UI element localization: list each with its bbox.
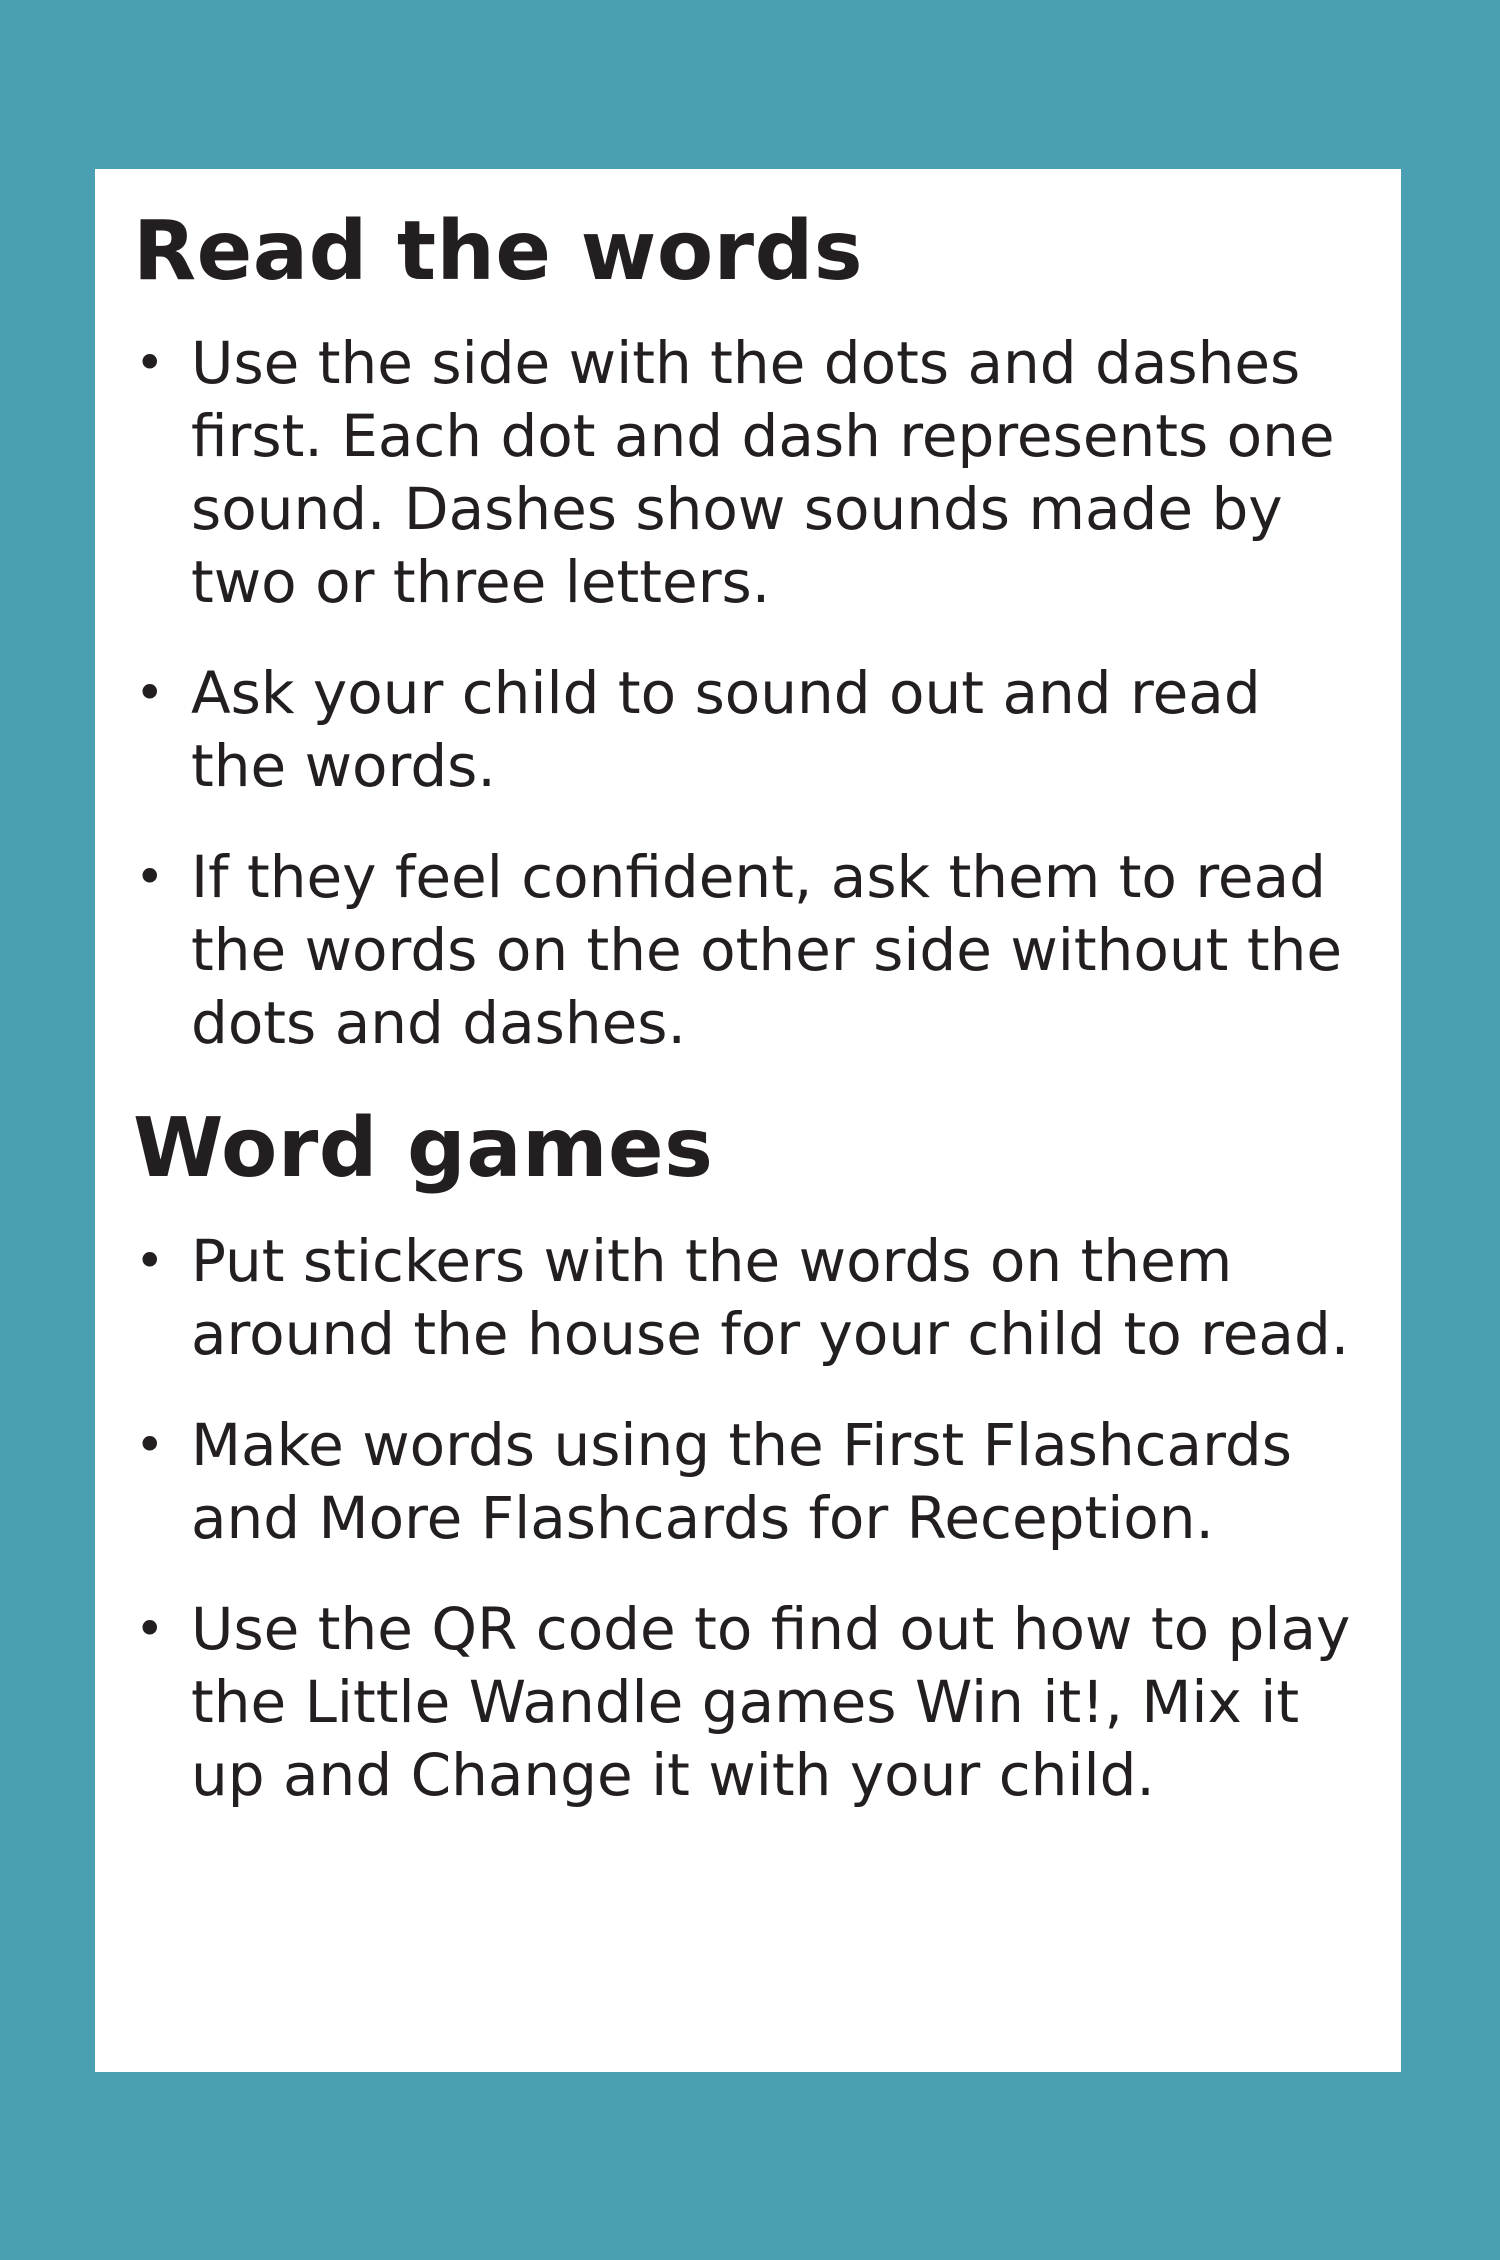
bullet-icon: •: [135, 1415, 165, 1474]
section-heading-word-games: Word games: [133, 1101, 714, 1197]
list-item-text: Make words using the First Flashcards and More Flashcards for Reception.: [191, 1410, 1292, 1552]
bullet-icon: •: [135, 664, 165, 723]
list-item-text: Ask your child to sound out and read the words.: [191, 659, 1261, 801]
list-item-text: If they feel confident, ask them to read the words on the other side without the dots and dashes.: [191, 843, 1343, 1058]
list-item: [133, 1593, 1361, 1812]
list-item-text: Put stickers with the words on them around the house for your child to read.: [191, 1226, 1350, 1368]
instruction-card: [95, 169, 1401, 2072]
word-games-list: [133, 1225, 1361, 1812]
bullet-icon: •: [135, 1599, 165, 1658]
bullet-icon: •: [135, 334, 165, 393]
list-item: [133, 841, 1361, 1060]
list-item-text: Use the QR code to find out how to play the Little Wandle games Win it!, Mix it up and Change it with your child.: [191, 1594, 1351, 1809]
bullet-icon: •: [135, 1231, 165, 1290]
list-item: [133, 327, 1361, 619]
list-item: [133, 657, 1361, 803]
read-the-words-list: [133, 327, 1361, 1060]
section-heading-read-the-words: Read the words: [133, 204, 864, 299]
list-item: [133, 1225, 1361, 1371]
bullet-icon: •: [135, 848, 165, 907]
list-item-text: Use the side with the dots and dashes first. Each dot and dash represents one sound. Dashes show sounds made by two or three letters.: [191, 329, 1335, 617]
list-item: [133, 1409, 1361, 1555]
